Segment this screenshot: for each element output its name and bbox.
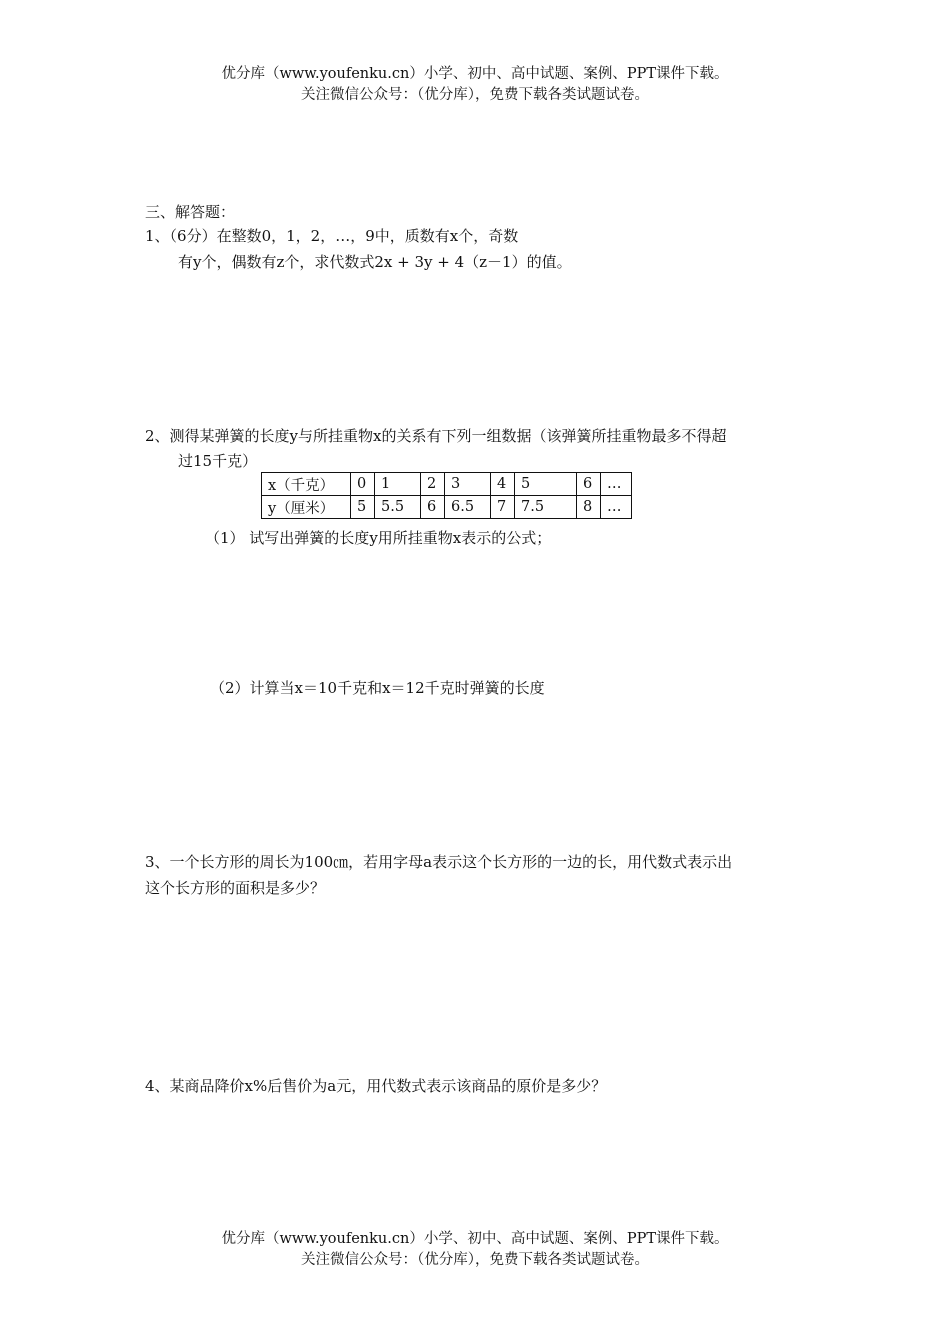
table-cell: 5 bbox=[515, 473, 577, 496]
table-cell: … bbox=[601, 473, 632, 496]
q1-line-1: 1、（6分）在整数0，1，2，…，9中，质数有x个，奇数 bbox=[145, 227, 519, 245]
table-cell: 7.5 bbox=[515, 496, 577, 519]
q2-line-1: 2、测得某弹簧的长度y与所挂重物x的关系有下列一组数据（该弹簧所挂重物最多不得超 bbox=[145, 427, 727, 445]
table-cell: 7 bbox=[491, 496, 515, 519]
q2-line-2: 过15千克） bbox=[178, 452, 258, 470]
table-cell: y（厘米） bbox=[262, 496, 351, 519]
table-cell: 6 bbox=[421, 496, 445, 519]
q2-sub-1: （1） 试写出弹簧的长度y用所挂重物x表示的公式； bbox=[205, 529, 552, 547]
section-title: 三、解答题： bbox=[145, 203, 236, 221]
header-line-2: 关注微信公众号：（优分库），免费下载各类试题试卷。 bbox=[301, 87, 649, 103]
footer-line-1: 优分库（www.youfenku.cn）小学、初中、高中试题、案例、PPT课件下载。 bbox=[221, 1231, 729, 1247]
table-cell: 5.5 bbox=[375, 496, 421, 519]
table-cell: 0 bbox=[351, 473, 375, 496]
table-row-y bbox=[262, 496, 632, 519]
footer-line-2: 关注微信公众号：（优分库），免费下载各类试题试卷。 bbox=[301, 1252, 649, 1268]
table-cell: 8 bbox=[577, 496, 601, 519]
header-line-1: 优分库（www.youfenku.cn）小学、初中、高中试题、案例、PPT课件下载。 bbox=[221, 66, 729, 82]
table-cell: x（千克） bbox=[262, 473, 351, 496]
table-cell: … bbox=[601, 496, 632, 519]
table-cell: 5 bbox=[351, 496, 375, 519]
q2-sub-2: （2）计算当x＝10千克和x＝12千克时弹簧的长度 bbox=[210, 679, 545, 697]
table-cell: 2 bbox=[421, 473, 445, 496]
spring-data-table bbox=[261, 472, 632, 519]
table-cell: 3 bbox=[445, 473, 491, 496]
table-cell: 6 bbox=[577, 473, 601, 496]
q1-line-2: 有y个，偶数有z个，求代数式2x + 3y + 4（z－1）的值。 bbox=[178, 253, 572, 271]
page-header bbox=[0, 64, 950, 106]
table-cell: 4 bbox=[491, 473, 515, 496]
q3-line-1: 3、一个长方形的周长为100㎝，若用字母a表示这个长方形的一边的长，用代数式表示出 bbox=[145, 853, 733, 871]
table-cell: 1 bbox=[375, 473, 421, 496]
q3-line-2: 这个长方形的面积是多少？ bbox=[145, 879, 326, 897]
table-cell: 6.5 bbox=[445, 496, 491, 519]
table-row-x bbox=[262, 473, 632, 496]
q4-line-1: 4、某商品降价x%后售价为a元，用代数式表示该商品的原价是多少？ bbox=[145, 1077, 607, 1095]
page-footer bbox=[0, 1229, 950, 1271]
